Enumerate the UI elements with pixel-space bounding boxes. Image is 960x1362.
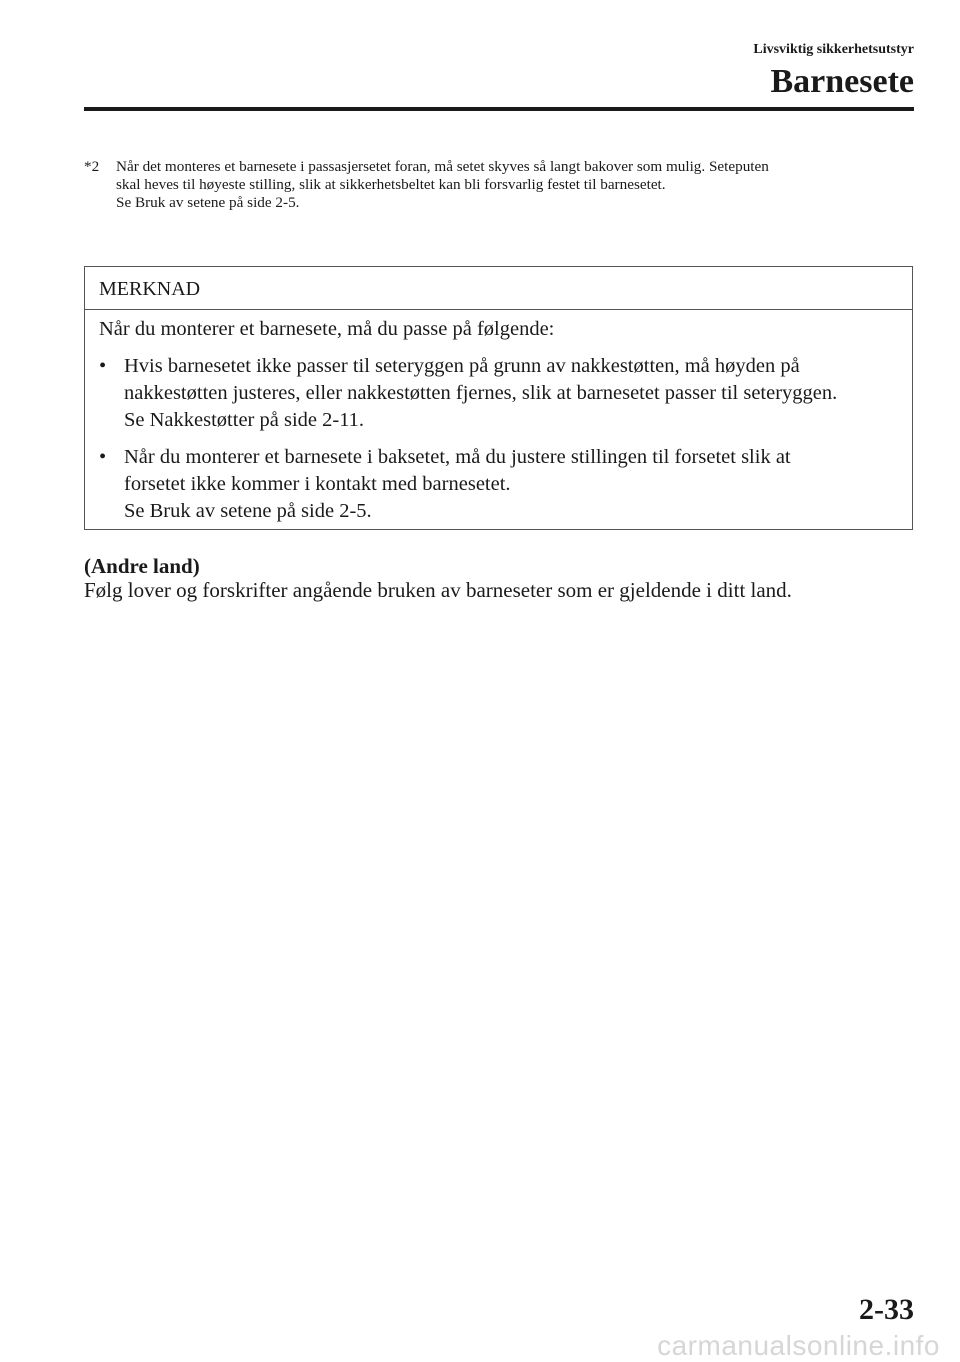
header-divider — [84, 107, 914, 111]
bullet-line: Hvis barnesetet ikke passer til seteryggen på grunn av nakkestøtten, må høyden på — [124, 355, 800, 377]
footnote — [84, 158, 914, 212]
bullet-line: Når du monterer et barnesete i baksetet, må du justere stillingen til forsetet slik at — [124, 446, 791, 468]
bullet-line: forsetet ikke kommer i kontakt med barnesetet. — [124, 473, 511, 495]
note-bullet-item — [99, 353, 898, 434]
footnote-line: Når det monteres et barnesete i passasjersetet foran, må setet skyves så langt bakover som mulig. Seteputen — [116, 158, 769, 175]
footnote-body — [116, 158, 914, 212]
bullet-icon: • — [99, 355, 107, 377]
note-intro: Når du monterer et barnesete, må du passe på følgende: — [99, 318, 555, 340]
page-number: 2-33 — [859, 1293, 914, 1326]
section-header: Livsviktig sikkerhetsutstyr — [753, 42, 914, 57]
footnote-line: skal heves til høyeste stilling, slik at sikkerhetsbeltet kan bli forsvarlig festet til barnesetet. — [116, 176, 666, 193]
footnote-marker: *2 — [84, 158, 100, 175]
note-box — [84, 266, 913, 530]
footnote-line: Se Bruk av setene på side 2-5. — [116, 194, 300, 211]
watermark: carmanualsonline.info — [657, 1330, 940, 1361]
note-heading: MERKNAD — [85, 267, 912, 310]
bullet-icon: • — [99, 446, 107, 468]
section-heading: (Andre land) — [84, 554, 200, 578]
bullet-line: Se Nakkestøtter på side 2-11. — [124, 409, 365, 431]
bullet-line: nakkestøtten justeres, eller nakkestøtten fjernes, slik at barnesetet passer til seteryggen. — [124, 382, 838, 404]
note-body — [85, 310, 912, 525]
bullet-line: Se Bruk av setene på side 2-5. — [124, 500, 372, 522]
section-paragraph: Følg lover og forskrifter angående bruken av barneseter som er gjeldende i ditt land. — [84, 578, 792, 602]
note-bullet-item — [99, 444, 898, 525]
page-title: Barnesete — [770, 63, 914, 100]
